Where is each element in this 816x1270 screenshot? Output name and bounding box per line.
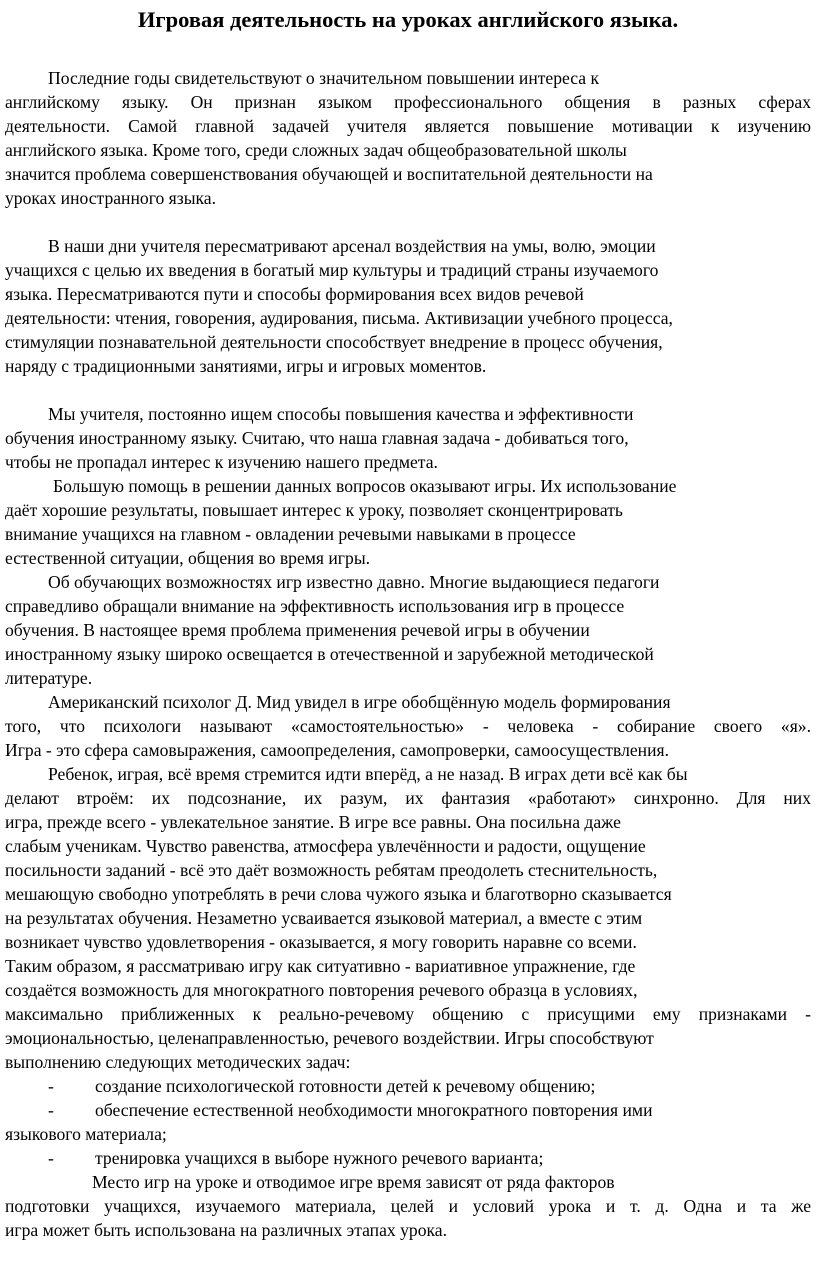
text-line: Ребенок, играя, всё время стремится идти вперёд, а не назад. В играх дети всё как бы — [48, 764, 688, 784]
text-line: естественной ситуации, общения во время игры. — [5, 548, 371, 568]
text-line: английского языка. Кроме того, среди сложных задач общеобразовательной школы — [5, 140, 627, 160]
text-line: уроках иностранного языка. — [5, 188, 217, 208]
list-item: обеспечение естественной необходимости многократного повторения ими — [95, 1100, 653, 1120]
text-line: игра, прежде всего - увлекательное занятие. В игре все равны. Она посильна даже — [5, 812, 621, 832]
text-line: выполнению следующих методических задач: — [5, 1052, 351, 1072]
text-line: языка. Пересматриваются пути и способы формирования всех видов речевой — [5, 284, 584, 304]
text-line: делают втроём: их подсознание, их разум, их фантазия «работают» синхронно. Для них — [5, 788, 811, 808]
text-line: обучения иностранному языку. Считаю, что наша главная задача - добиваться того, — [5, 428, 629, 448]
list-dash: - — [48, 1076, 54, 1096]
text-line: игра может быть использована на различных этапах урока. — [5, 1220, 447, 1240]
text-line: Последние годы свидетельствуют о значительном повышении интереса к — [48, 68, 600, 88]
text-line: В наши дни учителя пересматривают арсенал воздействия на умы, волю, эмоции — [48, 236, 656, 256]
list-item-continuation: языкового материала; — [5, 1124, 167, 1144]
text-line: максимально приближенных к реально-речевому общению с присущими ему признаками - — [5, 1004, 811, 1024]
text-line: обучения. В настоящее время проблема применения речевой игры в обучении — [5, 620, 590, 640]
text-line: Большую помощь в решении данных вопросов оказывают игры. Их использование — [53, 476, 677, 496]
text-line: наряду с традиционными занятиями, игры и игровых моментов. — [5, 356, 487, 376]
text-line: посильности заданий - всё это даёт возможность ребятам преодолеть стеснительность, — [5, 860, 658, 880]
list-item: создание психологической готовности детей к речевому общению; — [95, 1076, 596, 1096]
text-line: подготовки учащихся, изучаемого материала, целей и условий урока и т. д. Одна и та же — [5, 1196, 811, 1216]
text-line: значится проблема совершенствования обучающей и воспитательной деятельности на — [5, 164, 653, 184]
text-line: деятельности. Самой главной задачей учителя является повышение мотивации к изучению — [5, 116, 811, 136]
text-line: Таким образом, я рассматриваю игру как ситуативно - вариативное упражнение, где — [5, 956, 636, 976]
list-dash: - — [48, 1100, 54, 1120]
list-dash: - — [48, 1148, 54, 1168]
text-line: стимуляции познавательной деятельности способствует внедрение в процесс обучения, — [5, 332, 663, 352]
text-line: Мы учителя, постоянно ищем способы повышения качества и эффективности — [48, 404, 634, 424]
text-line: учащихся с целью их введения в богатый мир культуры и традиций страны изучаемого — [5, 260, 659, 280]
text-line: иностранному языку широко освещается в отечественной и зарубежной методической — [5, 644, 654, 664]
text-line: создаётся возможность для многократного повторения речевого образца в условиях, — [5, 980, 638, 1000]
text-line: Об обучающих возможностях игр известно давно. Многие выдающиеся педагоги — [48, 572, 660, 592]
text-line: на результатах обучения. Незаметно усваивается языковой материал, а вместе с этим — [5, 908, 643, 928]
text-line: английскому языку. Он признан языком профессионального общения в разных сферах — [5, 92, 811, 112]
text-line: эмоциональностью, целенаправленностью, речевого воздействии. Игры способствуют — [5, 1028, 654, 1048]
text-line: мешающую свободно употреблять в речи слова чужого языка и благотворно сказывается — [5, 884, 672, 904]
text-line: Игра - это сфера самовыражения, самоопределения, самопроверки, самоосуществления. — [5, 740, 669, 760]
text-line: внимание учащихся на главном - овладении речевыми навыками в процессе — [5, 524, 576, 544]
text-line: справедливо обращали внимание на эффективность использования игр в процессе — [5, 596, 625, 616]
text-line: возникает чувство удовлетворения - оказывается, я могу говорить наравне со всеми. — [5, 932, 637, 952]
text-line: того, что психологи называют «самостоятельностью» - человека - собирание своего «я». — [5, 716, 811, 736]
text-line: литературе. — [5, 668, 93, 688]
text-line: Американский психолог Д. Мид увидел в игре обобщённую модель формирования — [48, 692, 671, 712]
document-title: Игровая деятельность на уроках английского языка. — [137, 7, 679, 32]
text-line: чтобы не пропадал интерес к изучению нашего предмета. — [5, 452, 438, 472]
text-line: даёт хорошие результаты, повышает интерес к уроку, позволяет сконцентрировать — [5, 500, 623, 520]
list-item: тренировка учащихся в выборе нужного речевого варианта; — [95, 1148, 544, 1168]
text-line: слабым ученикам. Чувство равенства, атмосфера увлечённости и радости, ощущение — [5, 836, 646, 856]
text-line: деятельности: чтения, говорения, аудирования, письма. Активизации учебного процесса, — [5, 308, 673, 328]
text-line: Место игр на уроке и отводимое игре время зависят от ряда факторов — [92, 1172, 615, 1192]
